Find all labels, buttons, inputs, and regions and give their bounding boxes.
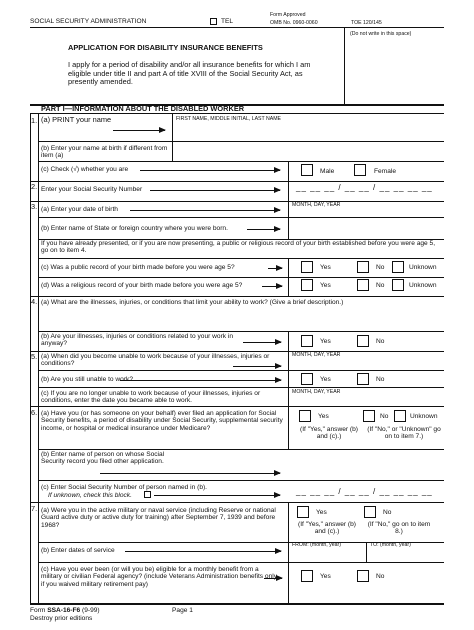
toe-code: TOE 120/145 — [351, 20, 382, 26]
q3d-yes-checkbox[interactable] — [301, 279, 313, 291]
q6a-yes-label: Yes — [318, 413, 329, 420]
name-input[interactable] — [174, 124, 442, 136]
q7-number: 7. — [31, 504, 38, 513]
q7c-yes-label: Yes — [320, 573, 331, 580]
q3c-yes-label: Yes — [320, 264, 331, 271]
q1-number: 1. — [31, 116, 38, 125]
q3c-no-checkbox[interactable] — [357, 261, 369, 273]
q3-note: If you have already presented, or if you are now presenting, a public or religious record of your birth established before you were age 5, go on to item 4. — [41, 240, 436, 255]
q7b-label: (b) Enter dates of service — [41, 547, 115, 554]
form-number: Form SSA-16-F6 (9-99) — [30, 607, 100, 614]
destroy-note: Destroy prior editions — [30, 615, 93, 622]
q6c-unknown-label: If unknown, check this block. — [48, 492, 132, 499]
form-title: APPLICATION FOR DISABILITY INSURANCE BENEFITS — [68, 43, 263, 52]
birth-name-input[interactable] — [174, 145, 442, 159]
q3d-no-checkbox[interactable] — [357, 279, 369, 291]
q4a-label: (a) What are the illnesses, injuries, or conditions that limit your ability to work? (Give a brief description.) — [41, 299, 344, 306]
q6c-ssn-input[interactable]: __ __ __ / __ __ / __ __ __ __ — [296, 487, 433, 496]
q2-number: 2. — [31, 182, 38, 191]
q3d-unknown-checkbox[interactable] — [392, 279, 404, 291]
q4b-label: (b) Are your illnesses, injuries or conditions related to your work in anyway? — [41, 333, 234, 348]
part1-heading: PART I—INFORMATION ABOUT THE DISABLED WORKER — [41, 104, 245, 113]
q7c-no-label: No — [376, 573, 385, 580]
from-hint: FROM: (month, year) — [292, 542, 342, 548]
q6a-unknown-checkbox[interactable] — [394, 410, 406, 422]
q5b-yes-label: Yes — [320, 376, 331, 383]
q3c-label: (c) Was a public record of your birth made before you were age 5? — [41, 264, 235, 271]
female-label: Female — [374, 168, 396, 175]
page-number: Page 1 — [172, 607, 193, 614]
q7c-yes-checkbox[interactable] — [301, 570, 313, 582]
tel-checkbox[interactable] — [210, 18, 217, 25]
agency-name: SOCIAL SECURITY ADMINISTRATION — [30, 18, 147, 25]
q7a-no-note: (If "No," go on to item 8.) — [367, 521, 431, 536]
q4b-no-checkbox[interactable] — [357, 335, 369, 347]
q5b-no-checkbox[interactable] — [357, 373, 369, 385]
q6b-label: (b) Enter name of person on whose Social Security record you filed other application. — [41, 451, 165, 466]
q6-number: 6. — [31, 408, 38, 417]
intro-statement: I apply for a period of disability and/or all insurance benefits for which I am eligible under title II and part A of title XVIII of the Social Security Act, as presently amended. — [68, 60, 311, 87]
q4b-yes-checkbox[interactable] — [301, 335, 313, 347]
q4b-no-label: No — [376, 338, 385, 345]
q3-number: 3. — [31, 202, 38, 211]
q6c-unknown-checkbox[interactable] — [144, 491, 151, 498]
q7a-no-label: No — [383, 509, 392, 516]
q4b-yes-label: Yes — [320, 338, 331, 345]
q6a-yes-checkbox[interactable] — [299, 410, 311, 422]
q4-number: 4. — [31, 297, 38, 306]
q6a-no-note: (If "No," or "Unknown" go on to item 7.) — [367, 426, 441, 441]
office-use-note: (Do not write in this space) — [350, 31, 412, 37]
q6a-unknown-label: Unknown — [410, 413, 438, 420]
q3a-label: (a) Enter your date of birth — [41, 206, 118, 213]
q7a-yes-note: (If "Yes," answer (b) and (c).) — [298, 521, 356, 536]
q3c-unknown-checkbox[interactable] — [392, 261, 404, 273]
q3c-yes-checkbox[interactable] — [301, 261, 313, 273]
to-hint: TO: (month, year) — [370, 542, 411, 548]
q3d-yes-label: Yes — [320, 282, 331, 289]
q3d-unknown-label: Unknown — [409, 282, 437, 289]
male-label: Male — [320, 168, 335, 175]
male-checkbox[interactable] — [301, 164, 313, 176]
q5b-no-label: No — [376, 376, 385, 383]
q2-label: Enter your Social Security Number — [41, 186, 143, 193]
q5a-label: (a) When did you become unable to work because of your illnesses, injuries or conditions? — [41, 353, 270, 368]
q1c-label: (c) Check (√) whether you are — [41, 166, 129, 173]
q6a-no-checkbox[interactable] — [363, 410, 375, 422]
q7a-yes-checkbox[interactable] — [297, 506, 309, 518]
q5-number: 5. — [31, 352, 38, 361]
q3d-label: (d) Was a religious record of your birth made before you were age 5? — [41, 282, 243, 289]
conditions-input[interactable] — [41, 308, 441, 328]
q5a-hint: MONTH, DAY, YEAR — [292, 352, 341, 358]
q7a-yes-label: Yes — [316, 509, 327, 516]
q7c-label: (c) Have you ever been (or will you be) eligible for a monthly benefit from a military or civilian Federal agency? (include Veterans Administration benefits only if you waived military retirement pay) — [41, 566, 278, 588]
q7c-no-checkbox[interactable] — [357, 570, 369, 582]
q7a-no-checkbox[interactable] — [364, 506, 376, 518]
tel-label: TEL — [221, 18, 234, 25]
q6c-label: (c) Enter Social Security Number of person named in (b). — [41, 484, 208, 491]
q5c-hint: MONTH, DAY, YEAR — [292, 389, 341, 395]
q6a-label: (a) Have you (or has someone on your behalf) ever filed an application for Social Security benefits, a period of disability under Social Security, supplemental security income, or hospital or medical insurance under Medicare? — [41, 410, 283, 432]
q3c-unknown-label: Unknown — [409, 264, 437, 271]
q5b-label: (b) Are you still unable to work? — [41, 376, 133, 383]
q3b-label: (b) Enter name of State or foreign country where you were born. — [41, 225, 228, 232]
q1b-label: (b) Enter your name at birth if different from item (a) — [41, 145, 168, 160]
q3c-no-label: No — [376, 264, 385, 271]
form-approved: Form Approved — [270, 12, 306, 18]
name-hint: FIRST NAME, MIDDLE INITIAL, LAST NAME — [176, 116, 282, 122]
dob-hint: MONTH, DAY, YEAR — [292, 202, 341, 208]
q6a-no-label: No — [380, 413, 389, 420]
q3d-no-label: No — [376, 282, 385, 289]
female-checkbox[interactable] — [354, 164, 366, 176]
q5c-label: (c) If you are no longer unable to work because of your illnesses, injuries or conditions, enter the date you became able to work. — [41, 390, 261, 405]
ssn-input[interactable]: __ __ __ / __ __ / __ __ __ __ — [296, 183, 433, 192]
omb-number: OMB No. 0960-0060 — [270, 20, 318, 26]
q1a-label: (a) PRINT your name — [41, 115, 112, 124]
q5b-yes-checkbox[interactable] — [301, 373, 313, 385]
q6a-yes-note: (If "Yes," answer (b) and (c).) — [300, 426, 358, 441]
q7a-label: (a) Were you in the active military or naval service (including Reserve or national Guard active duty or active duty for training) after September 7, 1939 and before 1968? — [41, 507, 276, 529]
